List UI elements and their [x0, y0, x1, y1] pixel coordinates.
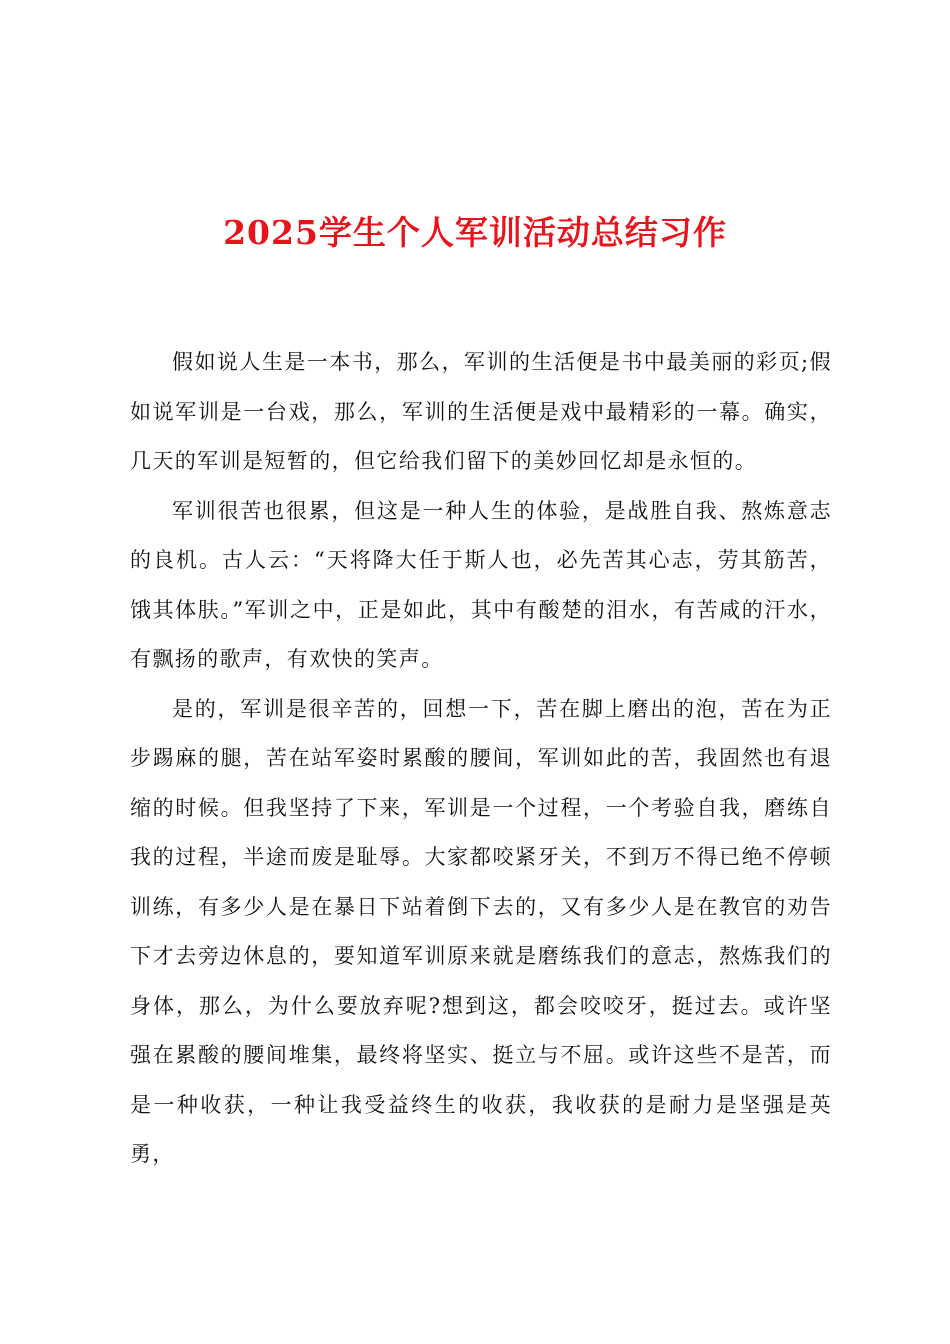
- paragraph-3: 是的，军训是很辛苦的，回想一下，苦在脚上磨出的泡，苦在为正步踢麻的腿，苦在站军姿时累酸的腰间，军训如此的苦，我固然也有退缩的时候。但我坚持了下来，军训是一个过程，一个考验自我，磨练自我的过程，半途而废是耻辱。大家都咬紧牙关，不到万不得已绝不停顿训练，有多少人是在暴日下站着倒下去的，又有多少人是在教官的劝告下才去旁边休息的，要知道军训原来就是磨练我们的意志，熬炼我们的身体，那么，为什么要放弃呢?想到这，都会咬咬牙，挺过去。或许坚强在累酸的腰间堆集，最终将坚实、挺立与不屈。或许这些不是苦，而是一种收获，一种让我受益终生的收获，我收获的是耐力是坚强是英勇，: [130, 696, 832, 1166]
- document-title: 2025学生个人军训活动总结习作: [223, 213, 727, 252]
- paragraph-1: 假如说人生是一本书，那么，军训的生活便是书中最美丽的彩页;假如说军训是一台戏，那么，军训的生活便是戏中最精彩的一幕。确实，几天的军训是短暂的，但它给我们留下的美妙回忆却是永恒的。: [130, 350, 832, 473]
- paragraph-2: 军训很苦也很累，但这是一种人生的体验，是战胜自我、熬炼意志的良机。古人云：“天将降大任于斯人也，必先苦其心志，劳其筋苦，饿其体肤。”军训之中，正是如此，其中有酸楚的泪水，有苦咸的汗水，有飘扬的歌声，有欢快的笑声。: [130, 498, 832, 671]
- document-body: [130, 338, 832, 1180]
